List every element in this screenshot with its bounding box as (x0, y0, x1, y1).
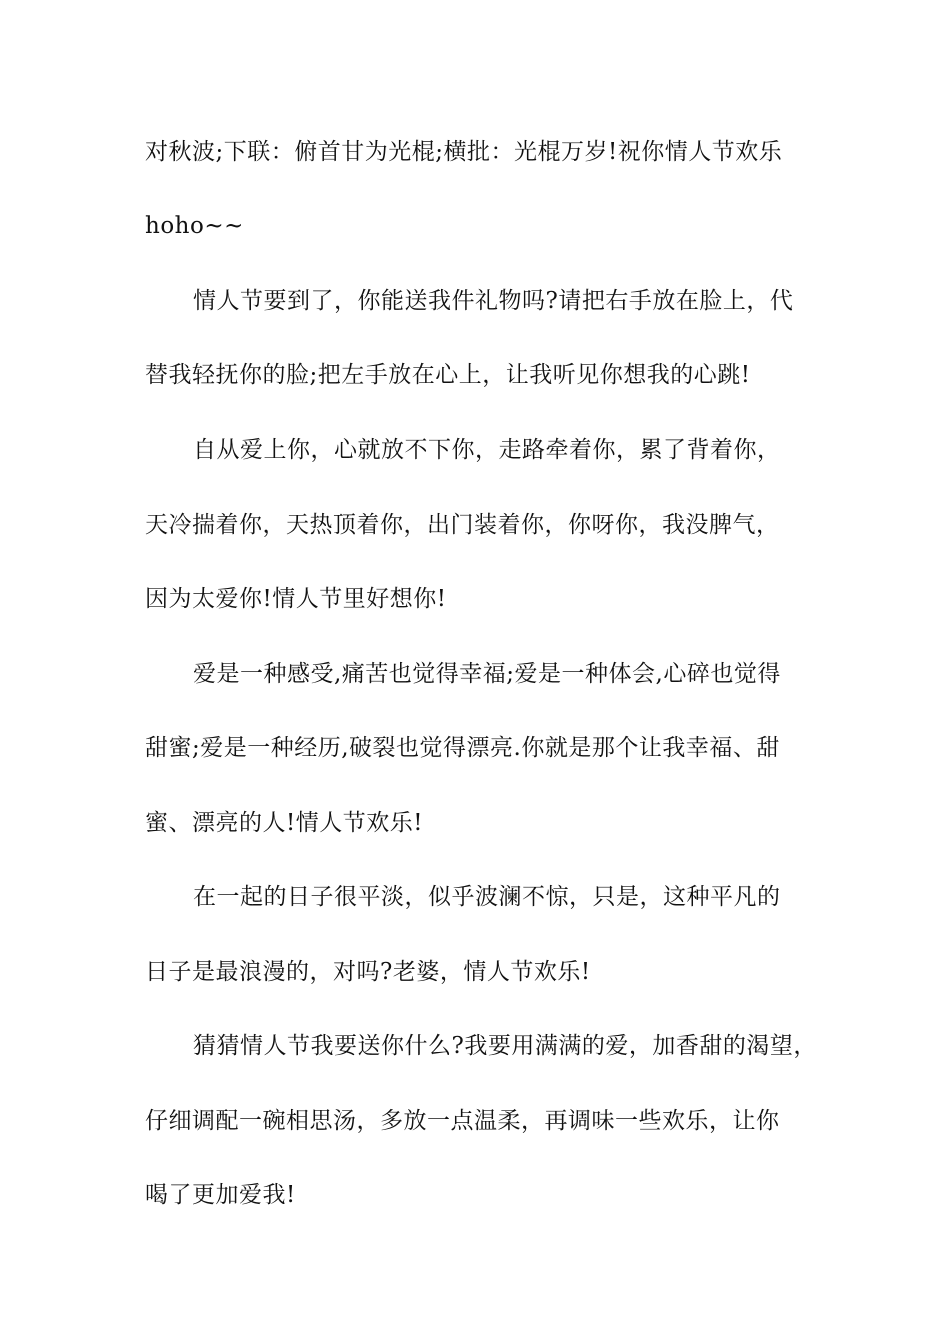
text-line: 对秋波;下联：俯首甘为光棍;横批：光棍万岁!祝你情人节欢乐 (145, 139, 783, 165)
paragraph-first-line: 猜猜情人节我要送你什么?我要用满满的爱，加香甜的渴望， (193, 1033, 817, 1059)
paragraph-first-line: 在一起的日子很平淡，似乎波澜不惊，只是，这种平凡的 (193, 884, 781, 910)
text-line: 日子是最浪漫的，对吗?老婆，情人节欢乐! (145, 959, 591, 985)
text-line: 天冷揣着你，天热顶着你，出门装着你，你呀你，我没脾气， (145, 512, 780, 538)
paragraph-first-line: 爱是一种感受,痛苦也觉得幸福;爱是一种体会,心碎也觉得 (193, 661, 781, 687)
text-line: 因为太爱你!情人节里好想你! (145, 586, 447, 612)
text-line: hoho~~ (145, 213, 244, 239)
text-line: 甜蜜;爱是一种经历,破裂也觉得漂亮.你就是那个让我幸福、甜 (145, 735, 780, 761)
paragraph-first-line: 自从爱上你，心就放不下你，走路牵着你，累了背着你， (193, 437, 781, 463)
text-line: 喝了更加爱我! (145, 1182, 296, 1208)
text-line: 蜜、漂亮的人!情人节欢乐! (145, 810, 423, 836)
paragraph-first-line: 情人节要到了，你能送我件礼物吗?请把右手放在脸上，代 (193, 288, 794, 314)
text-line: 仔细调配一碗相思汤，多放一点温柔，再调味一些欢乐，让你 (145, 1108, 780, 1134)
text-line: 替我轻抚你的脸;把左手放在心上，让我听见你想我的心跳! (145, 362, 751, 388)
